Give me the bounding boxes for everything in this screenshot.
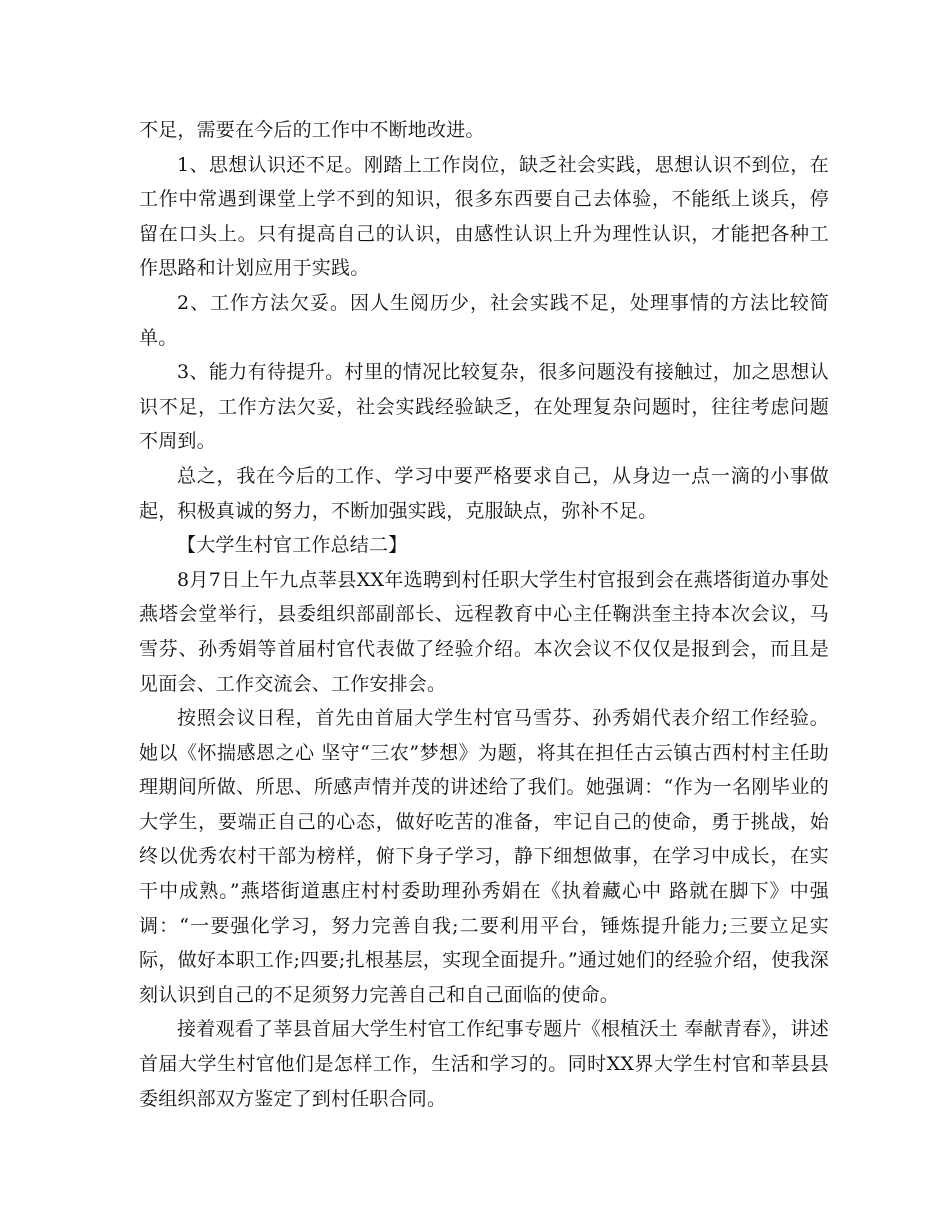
paragraph-point-3: 3、能力有待提升。村里的情况比较复杂，很多问题没有接触过，加之思想认识不足，工作方法欠妥，社会实践经验缺乏，在处理复杂问题时，往往考虑问题不周到。 — [139, 361, 829, 453]
paragraph-conclusion: 总之，我在今后的工作、学习中要严格要求自己，从身边一点一滴的小事做起，积极真诚的努力，不断加强实践，克服缺点，弥补不足。 — [139, 464, 829, 522]
paragraph-continuation: 不足，需要在今后的工作中不断地改进。 — [139, 119, 485, 141]
paragraph-experience: 按照会议日程，首先由首届大学生村官马雪芬、孙秀娟代表介绍工作经验。她以《怀揣感恩之心 坚守“三农”梦想》为题，将其在担任古云镇古西村村主任助理期间所做、所思、所感声情并茂的讲述给了我们。她强调：“作为一名刚毕业的大学生，要端正自己的心态，做好吃苦的准备，牢记自己的使命，勇于挑战，始终以优秀农村干部为榜样，俯下身子学习，静下细想做事，在学习中成长，在实干中成熟。”燕塔街道惠庄村村委助理孙秀娟在《执着藏心中 路就在脚下》中强调：“一要强化学习，努力完善自我;二要利用平台，锤炼提升能力;三要立足实际，做好本职工作;四要;扎根基层，实现全面提升。”通过她们的经验介绍，使我深刻认识到自己的不足须努力完善自己和自己面临的使命。 — [139, 707, 829, 1006]
paragraph-point-2: 2、工作方法欠妥。因人生阅历少，社会实践不足，处理事情的方法比较简单。 — [139, 291, 829, 349]
paragraph-meeting: 8月7日上午九点莘县XX年选聘到村任职大学生村官报到会在燕塔街道办事处燕塔会堂举行，县委组织部副部长、远程教育中心主任鞠洪奎主持本次会议，马雪芬、孙秀娟等首届村官代表做了经验介绍。本次会议不仅仅是报到会，而且是见面会、工作交流会、工作安排会。 — [139, 568, 829, 695]
paragraph-point-1: 1、思想认识还不足。刚踏上工作岗位，缺乏社会实践，思想认识不到位，在工作中常遇到课堂上学不到的知识，很多东西要自己去体验，不能纸上谈兵，停留在口头上。只有提高自己的认识，由感性认识上升为理性认识，才能把各种工作思路和计划应用于实践。 — [139, 153, 829, 280]
section-heading: 【大学生村官工作总结二】 — [177, 534, 408, 557]
document-body — [139, 113, 829, 1116]
paragraph-documentary: 接着观看了莘县首届大学生村官工作纪事专题片《根植沃土 奉献青春》，讲述首届大学生村官他们是怎样工作，生活和学习的。同时XX界大学生村官和莘县县委组织部双方鉴定了到村任职合同。 — [139, 1018, 829, 1110]
